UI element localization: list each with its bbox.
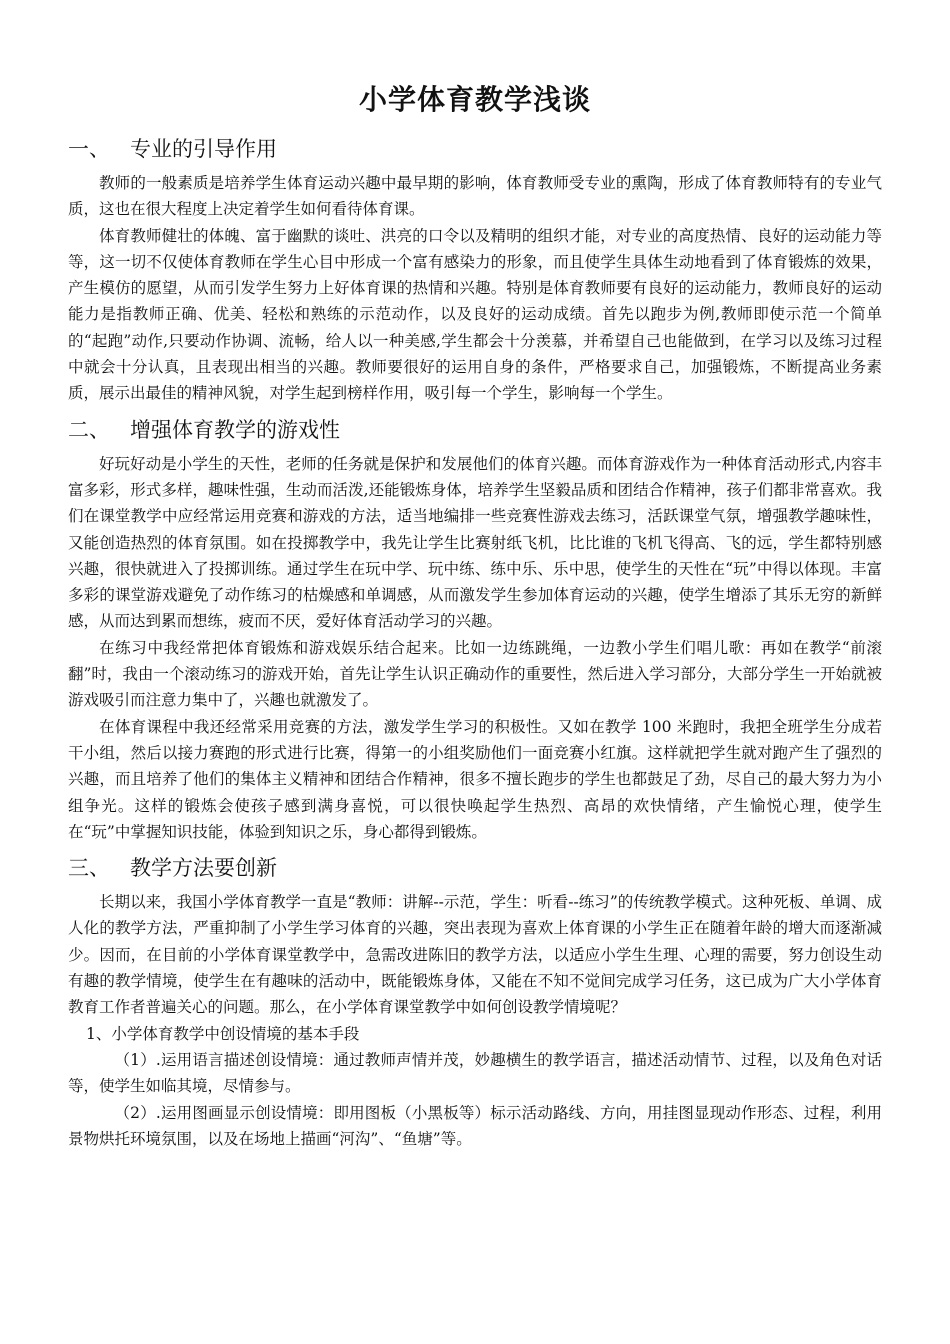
section-heading-text: 专业的引导作用 bbox=[130, 137, 277, 161]
document-page bbox=[68, 78, 882, 1158]
document-title: 小学体育教学浅谈 bbox=[358, 83, 591, 116]
section-number: 三、 bbox=[68, 856, 110, 881]
section-heading-text: 教学方法要创新 bbox=[130, 856, 277, 881]
list-item: （2）.运用图画显示创设情境：即用图板（小黑板等）标示活动路线、方向，用挂图显现动作形态、过程，利用景物烘托环境氛围，以及在场地上描画“河沟”、“鱼塘”等。 bbox=[68, 1103, 882, 1148]
section-2 bbox=[68, 413, 882, 845]
section-1 bbox=[68, 132, 882, 407]
section-number: 一、 bbox=[68, 137, 110, 161]
section-heading bbox=[68, 851, 882, 885]
section-heading-text: 增强体育教学的游戏性 bbox=[130, 417, 340, 442]
paragraph: 长期以来，我国小学体育教学一直是“教师：讲解--示范，学生：听看--练习”的传统教学模式。这种死板、单调、成人化的教学方法，严重抑制了小学生学习体育的兴趣，突出表现为喜欢上体育课的小学生正在随着年龄的增大而逐渐减少。因而，在目前的小学体育课堂教学中，急需改进陈旧的教学方法，以适应小学生生理、心理的需要，努力创设生动有趣的教学情境，使学生在有趣味的活动中，既能锻炼身体，又能在不知不觉间完成学习任务，这已成为广大小学体育教育工作者普遍关心的问题。那么，在小学体育课堂教学中如何创设教学情境呢？ bbox=[68, 893, 882, 1017]
subheading: 1、小学体育教学中创设情境的基本手段 bbox=[86, 1024, 360, 1043]
section-3 bbox=[68, 851, 882, 1152]
paragraph: 在练习中我经常把体育锻炼和游戏娱乐结合起来。比如一边练跳绳，一边教小学生们唱儿歌：再如在教学“前滚翻”时，我由一个滚动练习的游戏开始，首先让学生认识正确动作的重要性，然后进入学习部分，大部分学生一开始就被游戏吸引而注意力集中了，兴趣也就激发了。 bbox=[68, 638, 882, 710]
list-item: （1）.运用语言描述创设情境：通过教师声情并茂，妙趣横生的教学语言，描述活动情节、过程，以及角色对话等，使学生如临其境，尽情参与。 bbox=[68, 1050, 882, 1096]
section-heading bbox=[68, 413, 882, 447]
paragraph: 体育教师健壮的体魄、富于幽默的谈吐、洪亮的口令以及精明的组织才能，对专业的高度热情、良好的运动能力等等，这一切不仅使体育教师在学生心目中形成一个富有感染力的形象，而且使学生具体生动地看到了体育锻炼的效果，产生模仿的愿望，从而引发学生努力上好体育课的热情和兴趣。特别是体育教师要有良好的运动能力，教师良好的运动能力是指教师正确、优美、轻松和熟练的示范动作，以及良好的运动成绩。首先以跑步为例,教师即使示范一个简单的“起跑”动作,只要动作协调、流畅，给人以一种美感,学生都会十分羡慕，并希望自己也能做到，在学习以及练习过程中就会十分认真，且表现出相当的兴趣。教师要很好的运用自身的条件，严格要求自己，加强锻炼，不断提高业务素质，展示出最佳的精神风貌，对学生起到榜样作用，吸引每一个学生，影响每一个学生。 bbox=[68, 226, 882, 403]
section-number: 二、 bbox=[68, 417, 110, 442]
section-heading bbox=[68, 132, 882, 166]
paragraph: 在体育课程中我还经常采用竞赛的方法，激发学生学习的积极性。又如在教学 100 米跑时，我把全班学生分成若干小组，然后以接力赛跑的形式进行比赛，得第一的小组奖励他们一面竞赛小红旗。这样就把学生就对跑产生了强烈的兴趣，而且培养了他们的集体主义精神和团结合作精神，很多不擅长跑步的学生也都鼓足了劲，尽自己的最大努力为小组争光。这样的锻炼会使孩子感到满身喜悦，可以很快唤起学生热烈、高昂的欢快情绪，产生愉悦心理，使学生在“玩”中掌握知识技能，体验到知识之乐，身心都得到锻炼。 bbox=[68, 717, 882, 841]
paragraph: 教师的一般素质是培养学生体育运动兴趣中最早期的影响，体育教师受专业的熏陶，形成了体育教师特有的专业气质，这也在很大程度上决定着学生如何看待体育课。 bbox=[68, 174, 882, 219]
paragraph: 好玩好动是小学生的天性，老师的任务就是保护和发展他们的体育兴趣。而体育游戏作为一种体育活动形式,内容丰富多彩，形式多样，趣味性强，生动而活泼,还能锻炼身体，培养学生坚毅品质和团结合作精神，孩子们都非常喜欢。我们在课堂教学中应经常运用竞赛和游戏的方法，适当地编排一些竞赛性游戏去练习，活跃课堂气氛，增强教学趣味性，又能创造热烈的体育氛围。如在投掷教学中，我先让学生比赛射纸飞机，比比谁的飞机飞得高、飞的远，学生都特别感兴趣，很快就进入了投掷训练。通过学生在玩中学、玩中练、练中乐、乐中思，使学生的天性在“玩”中得以体现。丰富多彩的课堂游戏避免了动作练习的枯燥感和单调感，从而激发学生参加体育运动的兴趣，使学生增添了其乐无穷的新鲜感，从而达到累而想练，疲而不厌，爱好体育活动学习的兴趣。 bbox=[68, 454, 882, 631]
